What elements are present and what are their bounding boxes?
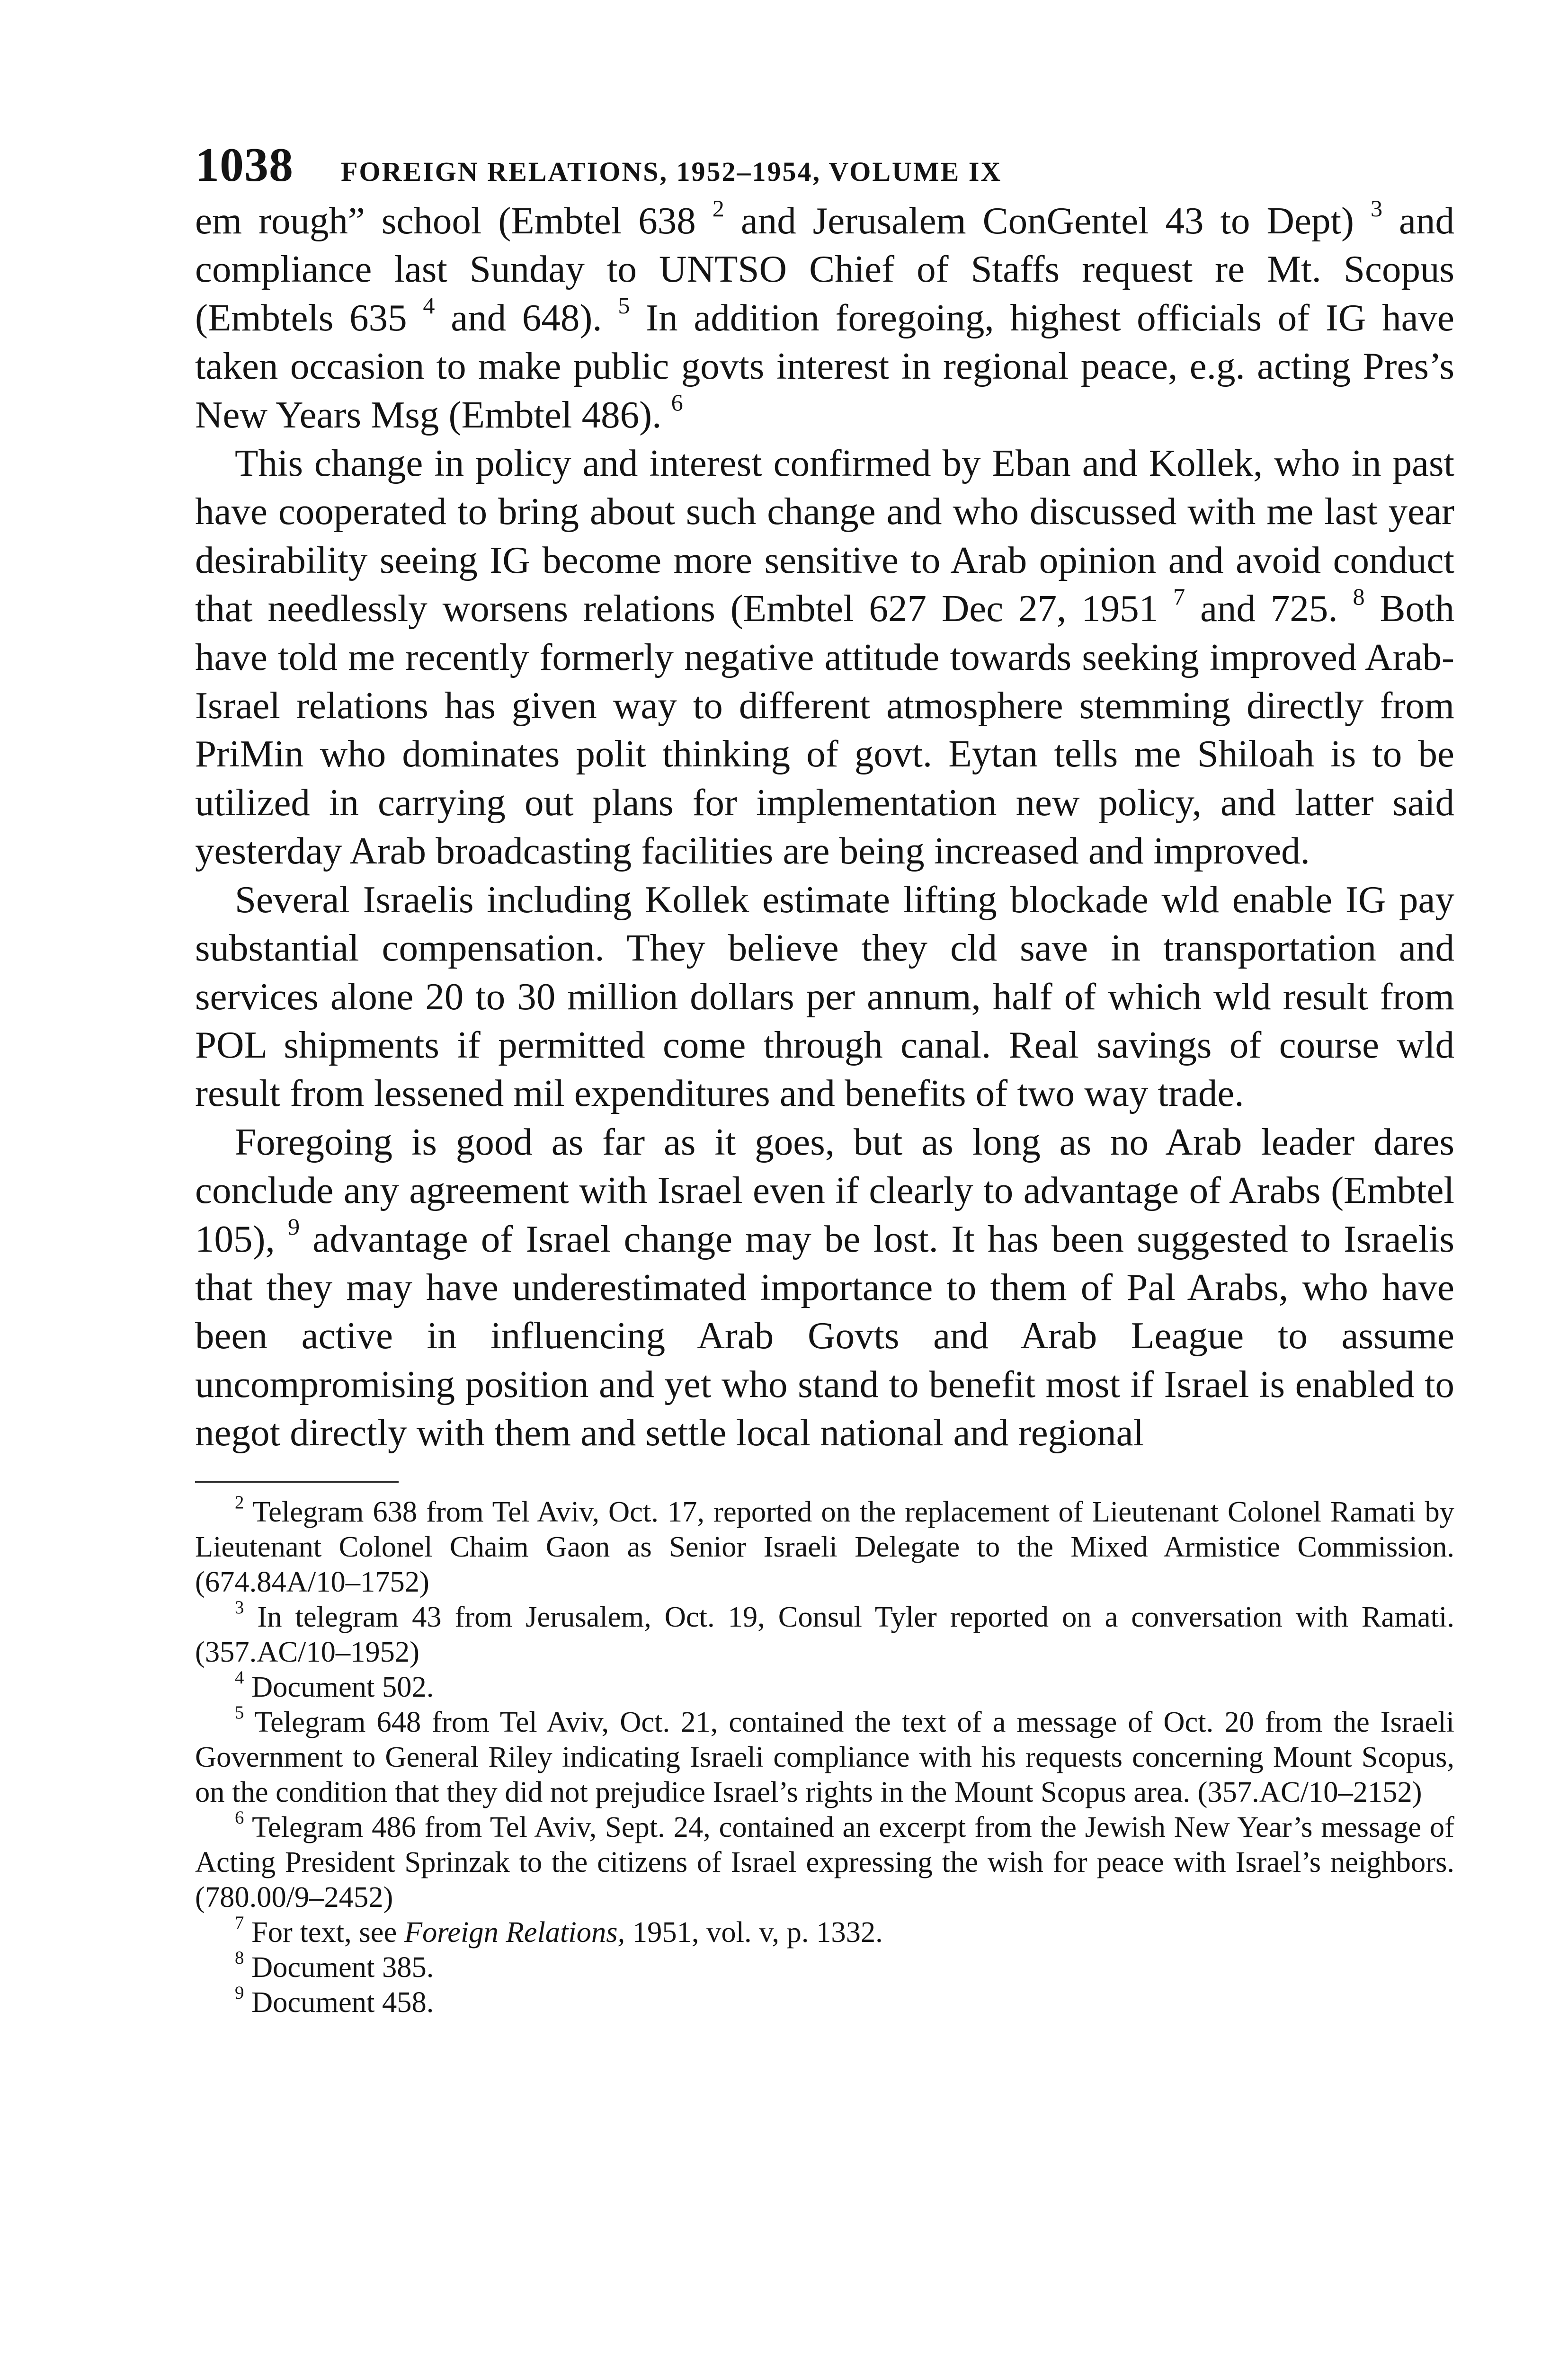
paragraph-1: em rough” school (Embtel 638 $^2$ and Jerusalem ConGentel 43 to Dept) $^3$ and compliance last Sunday to UNTSO Chief of Staffs request re Mt. Scopus (Embtels 635 $^4$ and 648). $^5$ In addition foregoing, highest officials of IG have taken occasion to make public govts interest in regional peace, e.g. acting Pres’s New Years Msg (Embtel 486). $^6$ bbox=[195, 195, 1455, 436]
running-title: FOREIGN RELATIONS, 1952–1954, VOLUME IX bbox=[341, 156, 1002, 187]
footnote-7: $^7$ For text, see Foreign Relations, 1951, vol. v, p. 1332. bbox=[235, 1912, 883, 1949]
footnote-6: $^6$ Telegram 486 from Tel Aviv, Sept. 24, contained an excerpt from the Jewish New Year’s message of Acting President Sprinzak to the citizens of Israel expressing the wish for peace with Israel’s neighbors. (780.00/9–2452) bbox=[195, 1807, 1454, 1913]
footnote-divider bbox=[195, 1481, 399, 1483]
footnote-9: $^9$ Document 458. bbox=[235, 1982, 434, 2019]
paragraph-4: Foregoing is good as far as it goes, but as long as no Arab leader dares conclude any agreement with Israel even if clearly to advantage of Arabs (Embtel 105), $^9$ advantage of Israel change may be lost. It has been suggested to Israelis that they may have underestimated importance to them of Pal Arabs, who have been active in influencing Arab Govts and Arab League to assume uncompromising position and yet who stand to benefit most if Israel is enabled to negot directly with them and settle local national and regional bbox=[195, 1120, 1455, 1454]
document-page bbox=[195, 137, 1454, 2020]
footnotes bbox=[195, 1494, 1454, 2020]
footnote-2: $^2$ Telegram 638 from Tel Aviv, Oct. 17, reported on the replacement of Lieutenant Colonel Ramati by Lieutenant Colonel Chaim Gaon as Senior Israeli Delegate to the Mixed Armistice Commission. (674.84A/10–1752) bbox=[195, 1492, 1454, 1598]
page-header bbox=[195, 137, 1454, 196]
paragraph-2: This change in policy and interest confirmed by Eban and Kollek, who in past have cooperated to bring about such change and who discussed with me last year desirability seeing IG become more sensitive to Arab opinion and avoid conduct that needlessly worsens relations (Embtel 627 Dec 27, 1951 $^7$ and 725. $^8$ Both have told me recently formerly negative attitude towards seeking improved Arab-Israel relations has given way to different atmosphere stemming directly from PriMin who dominates polit thinking of govt. Eytan tells me Shiloah is to be utilized in carrying out plans for implementation new policy, and latter said yesterday Arab broadcasting facilities are being increased and improved. bbox=[195, 442, 1455, 872]
footnote-8: $^8$ Document 385. bbox=[235, 1947, 434, 1984]
footnote-3: $^3$ In telegram 43 from Jerusalem, Oct. 19, Consul Tyler reported on a conversation with Ramati. (357.AC/10–1952) bbox=[195, 1597, 1454, 1668]
paragraph-3: Several Israelis including Kollek estimate lifting blockade wld enable IG pay substantial compensation. They believe they cld save in transportation and services alone 20 to 30 million dollars per annum, half of which wld result from POL shipments if permitted come through canal. Real savings of course wld result from lessened mil expenditures and benefits of two way trade. bbox=[195, 878, 1454, 1115]
page-number: 1038 bbox=[195, 138, 294, 192]
body-text bbox=[195, 196, 1454, 1457]
footnote-5: $^5$ Telegram 648 from Tel Aviv, Oct. 21, contained the text of a message of Oct. 20 from the Israeli Government to General Riley indicating Israeli compliance with his requests concerning Mount Scopus, on the condition that they did not prejudice Israel’s rights in the Mount Scopus area. (357.AC/10–2152) bbox=[195, 1702, 1454, 1808]
footnote-4: $^4$ Document 502. bbox=[235, 1667, 434, 1703]
